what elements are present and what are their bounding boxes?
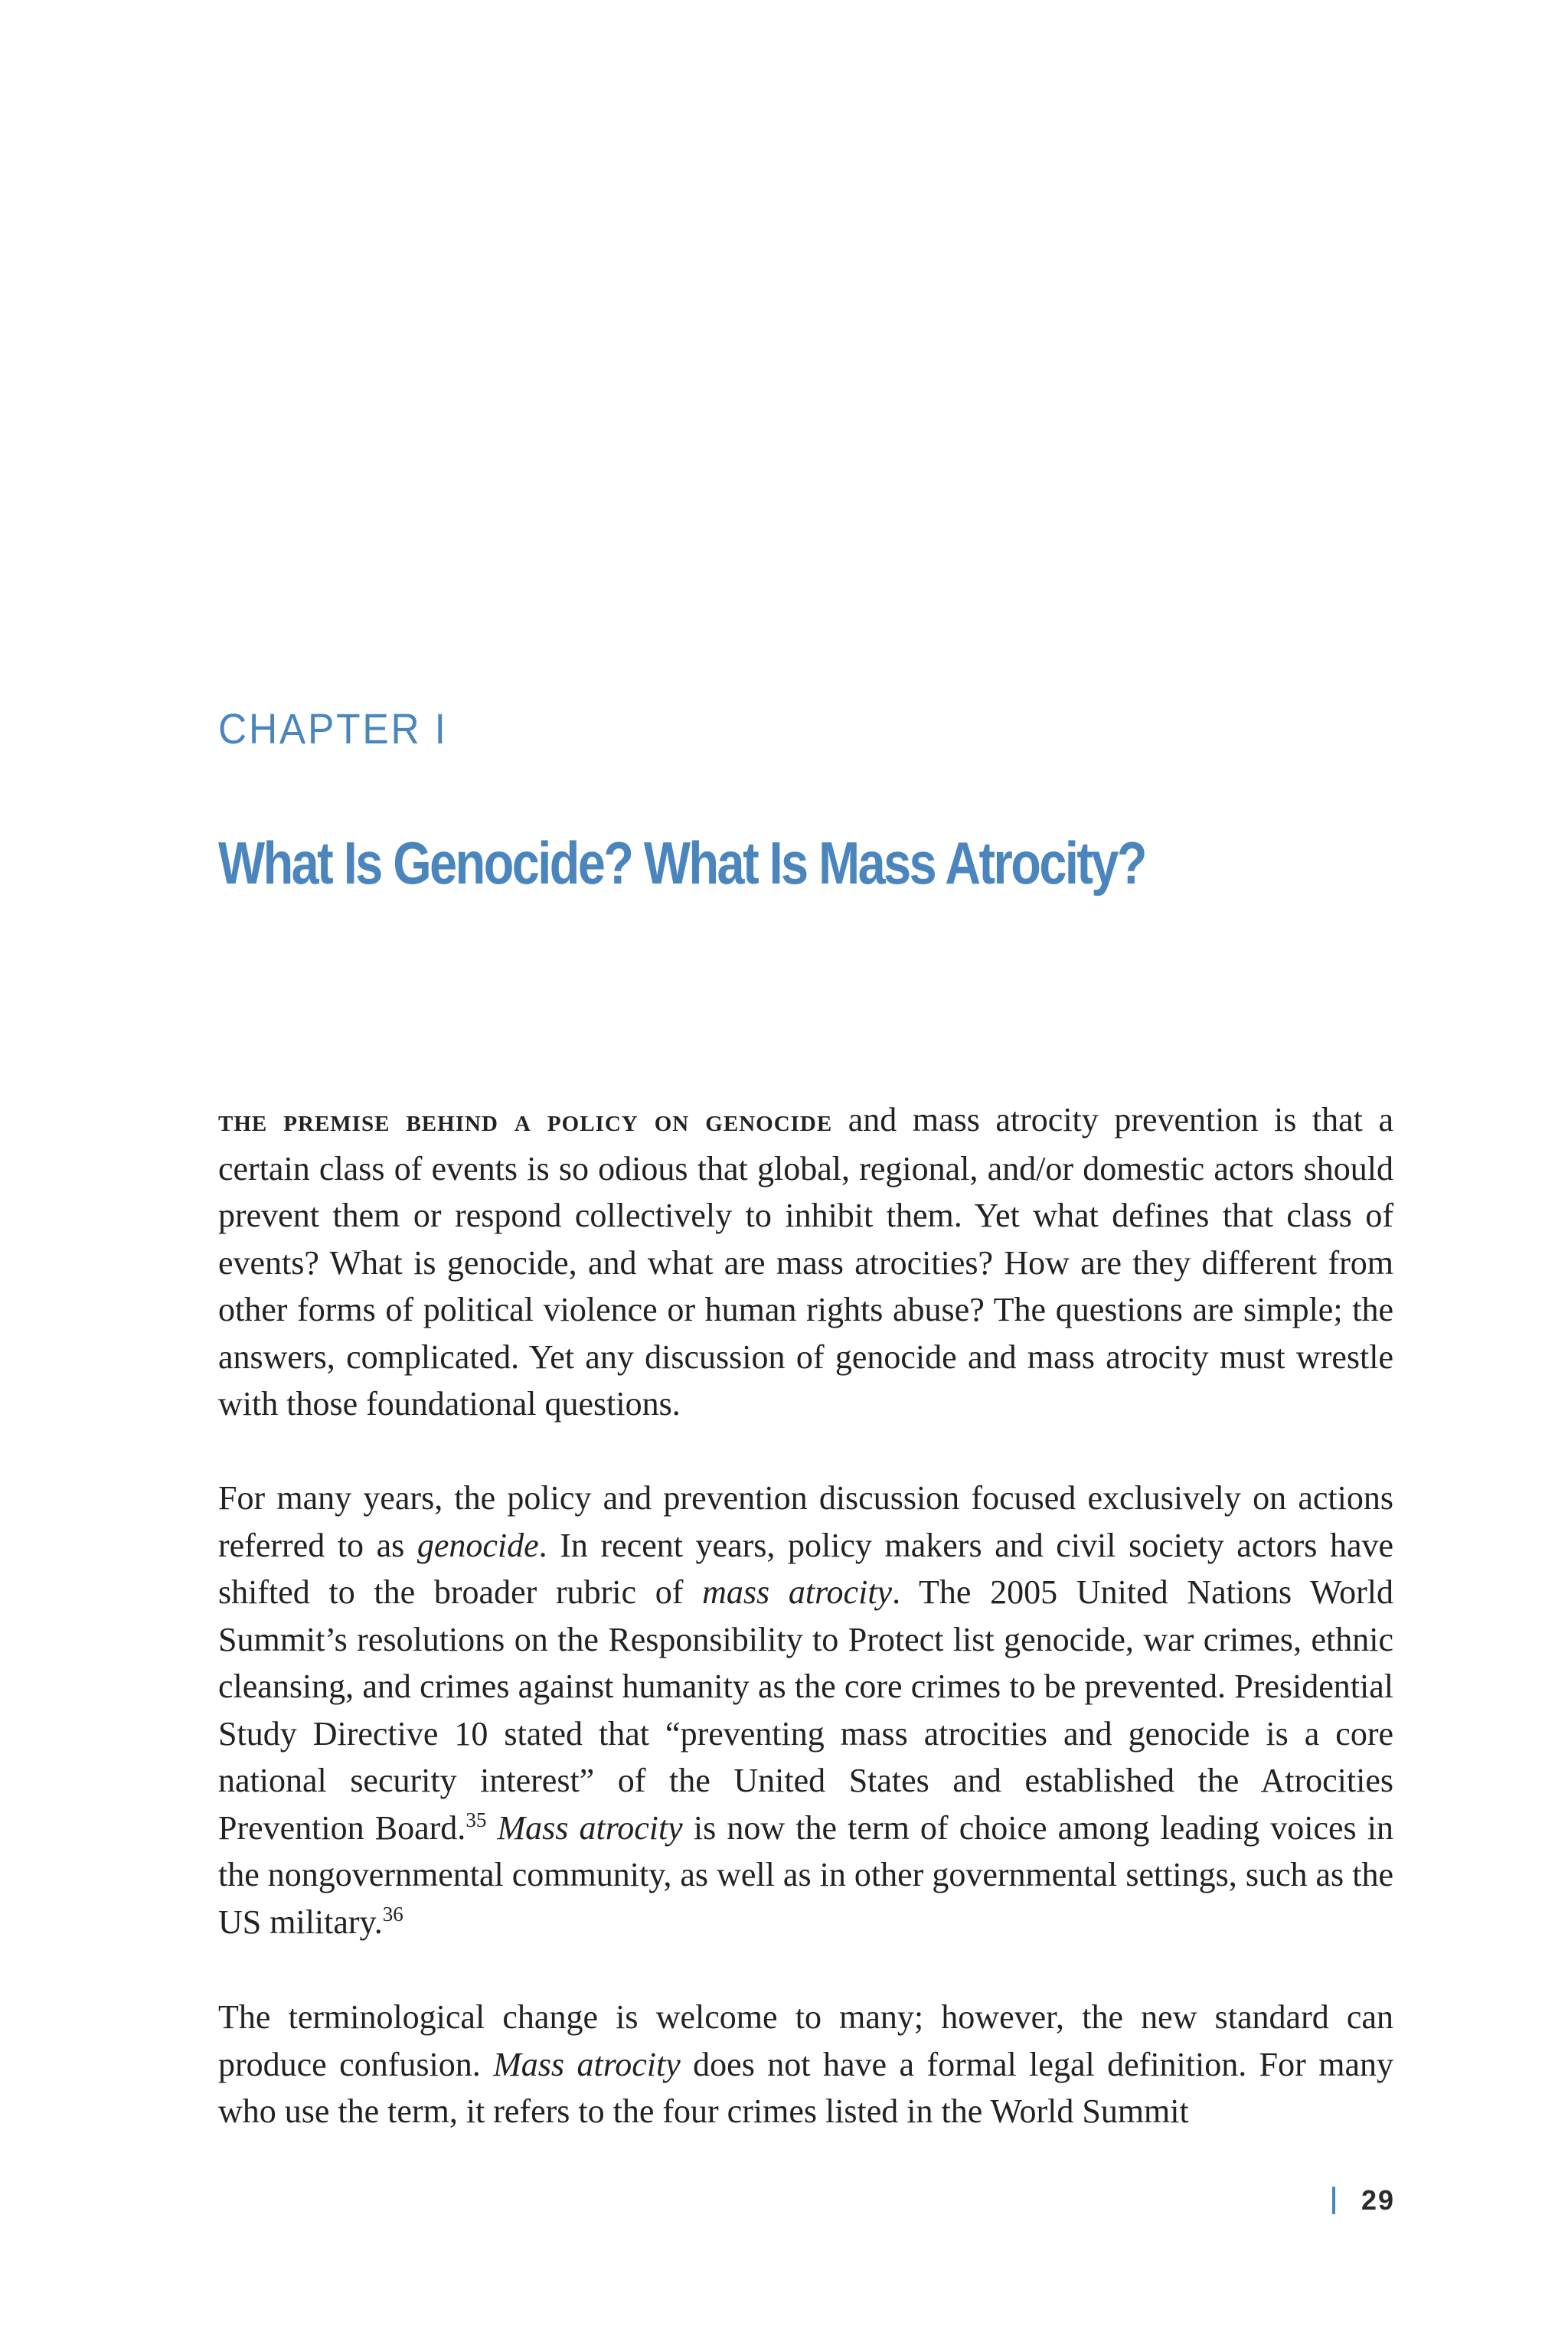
run-in-heading: the premise behind a policy on genocide — [218, 1103, 833, 1138]
chapter-label: CHAPTER I — [218, 704, 448, 753]
paragraph-2-text-2: . In recent years, policy makers and civil society actors have shifted to the broader rubric of — [218, 1526, 1394, 1611]
paragraph-3 — [218, 1994, 1393, 2135]
page-number: 29 — [1361, 2184, 1395, 2216]
folio-divider — [1332, 2187, 1335, 2214]
paragraph-2-text-1: For many years, the policy and prevention discussion focused exclusively on actions referred to as — [218, 1479, 1393, 1564]
term-mass-atrocity-2: Mass atrocity — [497, 1808, 683, 1847]
paragraph-2 — [218, 1475, 1393, 1945]
footnote-ref-36: 36 — [382, 1902, 403, 1926]
paragraph-3-text-1: The terminological change is welcome to many; however, the new standard can produce confusion. — [218, 1998, 1393, 2083]
term-mass-atrocity: mass atrocity — [702, 1573, 893, 1611]
page-footer — [1332, 2184, 1395, 2216]
paragraph-2-text-4 — [486, 1809, 497, 1847]
term-mass-atrocity-3: Mass atrocity — [493, 2045, 681, 2083]
paragraph-1-text: and mass atrocity prevention is that a certain class of events is so odious that global, regional, and/or domestic actors should prevent them or respond collectively to inhibit them. Yet what defines that class of events? What is genocide, and what are mass atrocities? How are they different from other forms of political violence or human rights abuse? The questions are simple; the answers, complicated. Yet any discussion of genocide and mass atrocity must wrestle with those foundational questions. — [218, 1101, 1393, 1423]
term-genocide: genocide — [416, 1526, 539, 1564]
paragraph-2-text-3: . The 2005 United Nations World Summit’s resolutions on the Responsibility to Protect list genocide, war crimes, ethnic cleansing, and crimes against humanity as the core crimes to be prevented. Presidential Study Directive 10 stated that “preventing mass atrocities and genocide is a core national security interest” of the United States and established the Atrocities Prevention Board. — [218, 1573, 1393, 1847]
paragraph-3-text-2: does not have a formal legal definition. For many who use the term, it refers to the four crimes listed in the World Summit — [218, 2045, 1394, 2130]
paragraph-1 — [218, 1096, 1393, 1428]
footnote-ref-35: 35 — [466, 1808, 487, 1831]
paragraph-2-text-5: is now the term of choice among leading voices in the nongovernmental community, as well as in other governmental settings, such as the US military. — [218, 1808, 1393, 1941]
chapter-title: What Is Genocide? What Is Mass Atrocity? — [218, 829, 1145, 897]
